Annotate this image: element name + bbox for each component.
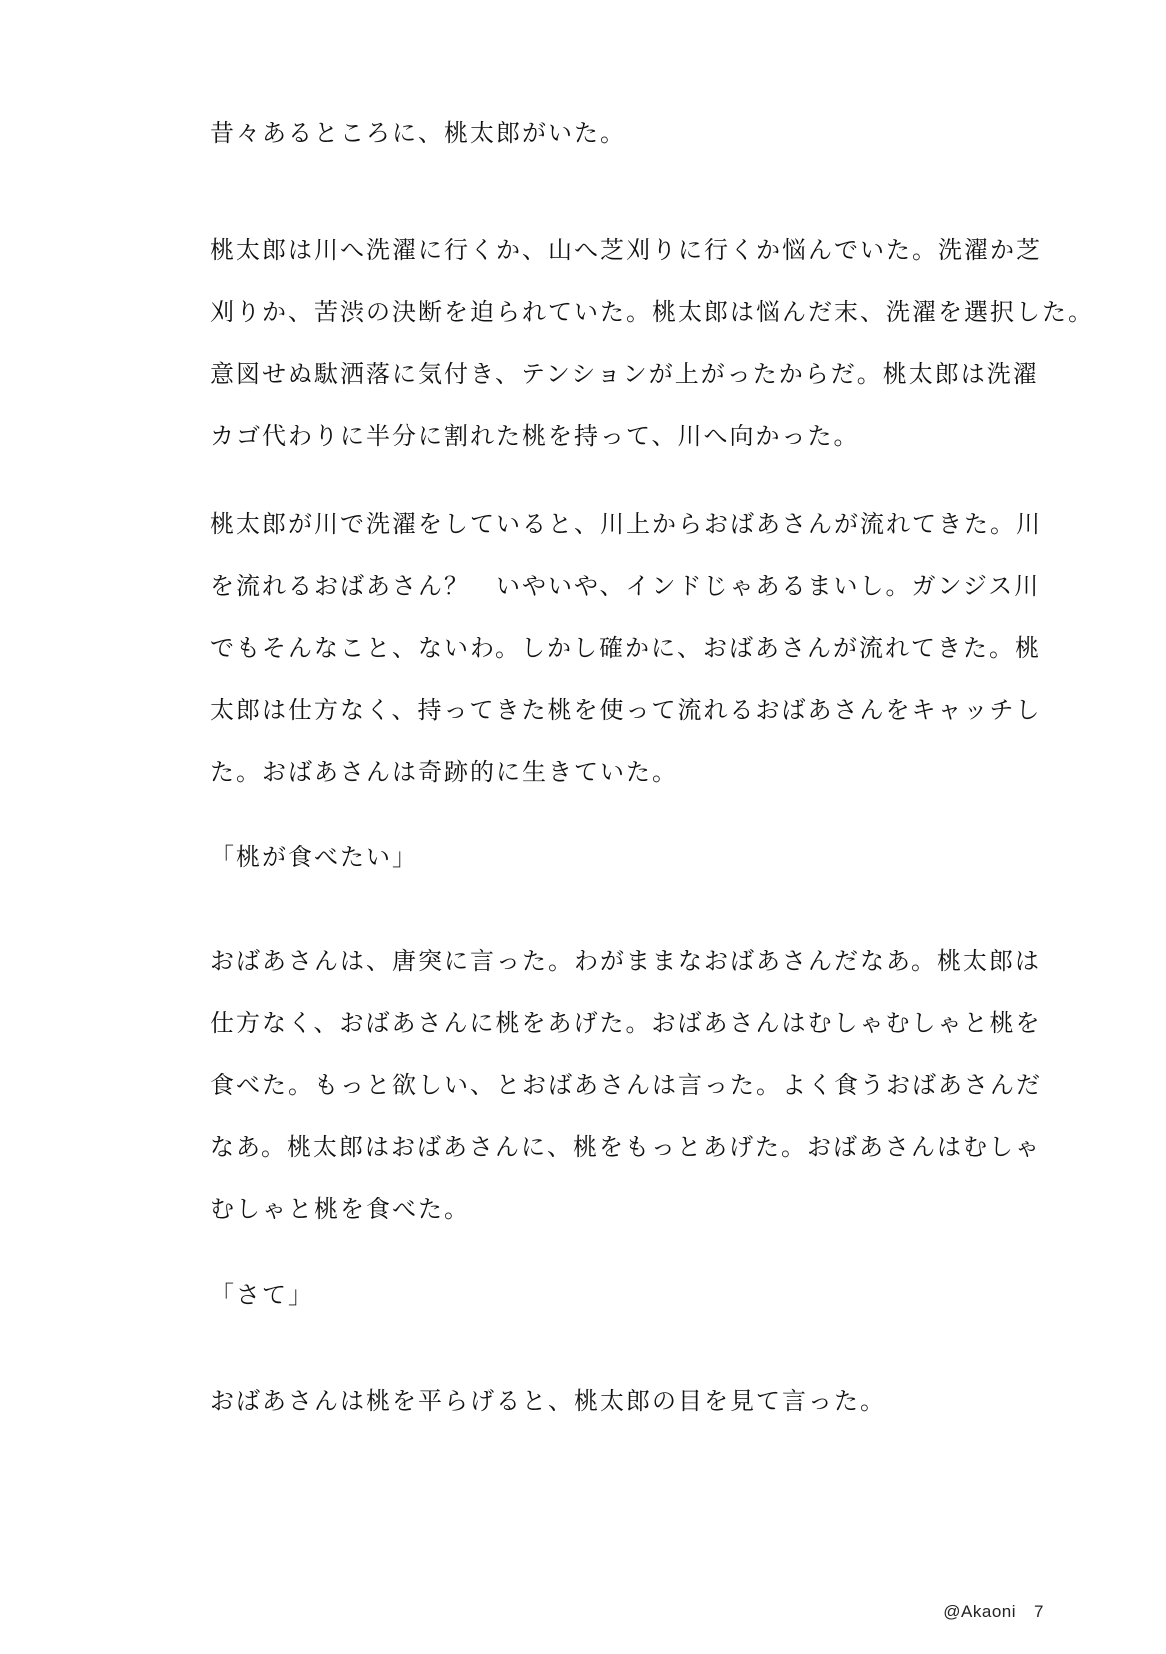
text-line: を流れるおばあさん？ いやいや、インドじゃあるまいし。ガンジス川 [210,572,1041,600]
text-line: 意図せぬ駄洒落に気付き、テンションが上がったからだ。桃太郎は洗濯 [210,360,1039,388]
text-line: でもそんなこと、ないわ。しかし確かに、おばあさんが流れてきた。桃 [210,634,1042,662]
paragraph-opening [210,102,1050,164]
text-line: 桃太郎は川へ洗濯に行くか、山へ芝刈りに行くか悩んでいた。洗濯か芝 [210,236,1042,264]
paragraph-river-grandma [210,493,1050,803]
paragraph-eating-peach [210,930,1050,1240]
page-number: 7 [1034,1602,1044,1621]
footer-author: @Akaoni [943,1602,1017,1621]
text-line: カゴ代わりに半分に割れた桃を持って、川へ向かった。 [210,422,860,450]
text-line: 「桃が食べたい」 [210,843,418,871]
text-line: おばあさんは、唐突に言った。わがままなおばあさんだなあ。桃太郎は [210,947,1042,975]
text-line: おばあさんは桃を平らげると、桃太郎の目を見て言った。 [210,1387,886,1415]
text-line: なあ。桃太郎はおばあさんに、桃をもっとあげた。おばあさんはむしゃ [210,1133,1042,1161]
text-line: 刈りか、苦渋の決断を迫られていた。桃太郎は悩んだ末、洗濯を選択した。 [210,298,1094,326]
page-footer [943,1602,1044,1622]
text-line: 太郎は仕方なく、持ってきた桃を使って流れるおばあさんをキャッチし [210,696,1042,724]
paragraph-closing [210,1370,1050,1432]
text-line: 昔々あるところに、桃太郎がいた。 [210,119,626,147]
text-line: た。おばあさんは奇跡的に生きていた。 [210,758,678,786]
text-line: 食べた。もっと欲しい、とおばあさんは言った。よく食うおばあさんだ [210,1071,1042,1099]
text-line: 仕方なく、おばあさんに桃をあげた。おばあさんはむしゃむしゃと桃を [210,1009,1042,1037]
dialogue-want-peach [210,826,1050,888]
text-line: 「さて」 [210,1281,314,1309]
paragraph-laundry-decision [210,219,1094,467]
text-line: むしゃと桃を食べた。 [210,1195,470,1223]
dialogue-well-then [210,1264,1050,1326]
text-line: 桃太郎が川で洗濯をしていると、川上からおばあさんが流れてきた。川 [210,510,1042,538]
